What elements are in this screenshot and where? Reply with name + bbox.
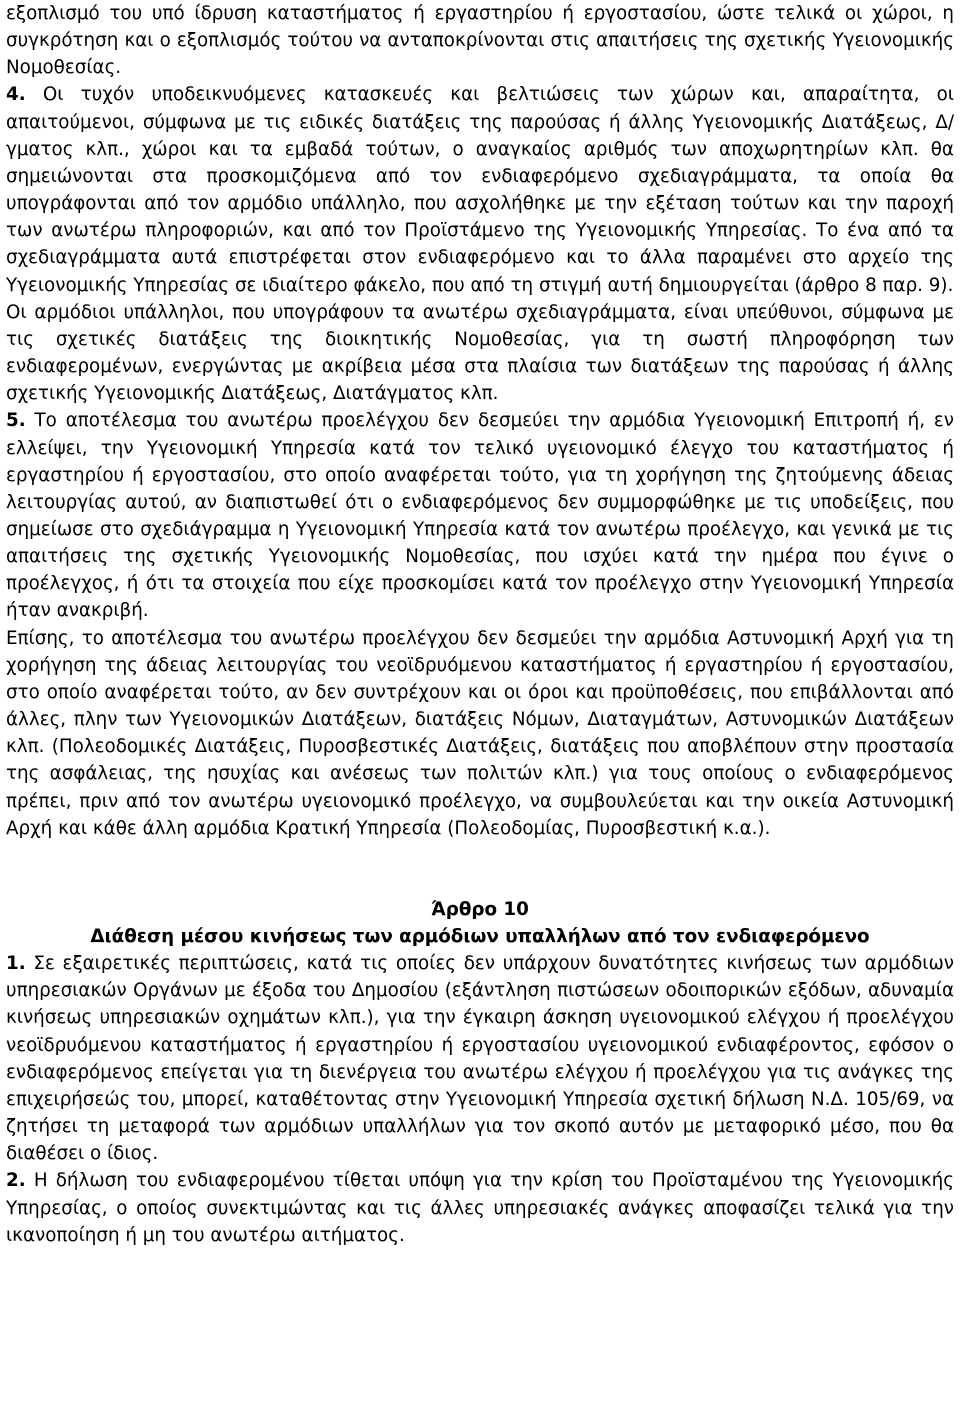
paragraph-text: Οι αρμόδιοι υπάλληλοι, που υπογράφουν τα ανωτέρω σχεδιαγράμματα, είναι υπεύθυνοι, σύμφωνα με τις σχετικές διατάξεις της διοικητικής Νομοθεσίας, για τη σωστή πληροφόρηση των ενδιαφερομένων, ενεργώντας με ακρίβεια μέσα στα πλαίσια των διατάξεων της παρούσας ή άλλης σχετικής Υγειονομικής Διατάξεως, Διατάγματος κλπ. — [6, 301, 954, 405]
paragraph-number: 2. — [6, 1170, 26, 1192]
paragraph-5 — [6, 407, 954, 624]
paragraph-text: Η δήλωση του ενδιαφερομένου τίθεται υπόψη για την κρίση του Προϊσταμένου της Υγειονομικής Υπηρεσίας, ο οποίος συνεκτιμώντας και τις άλλες υπηρεσιακές ανάγκες αποφασίζει τελικά για την ικανοποίηση ή μη του ανωτέρω αιτήματος. — [6, 1170, 954, 1246]
document-page — [6, 0, 954, 1249]
article10-paragraph-2 — [6, 1167, 954, 1248]
paragraph-text: εξοπλισμό του υπό ίδρυση καταστήματος ή εργαστηρίου ή εργοστασίου, ώστε τελικά οι χώροι, η συγκρότηση και ο εξοπλισμός τούτου να ανταποκρίνονται στις απαιτήσεις της σχετικής Υγειονομικής Νομοθεσίας. — [6, 3, 954, 79]
paragraph-text: Οι τυχόν υποδεικνυόμενες κατασκευές και βελτιώσεις των χώρων και, απαραίτητα, οι απαιτούμενοι, σύμφωνα με τις ειδικές διατάξεις της παρούσας ή άλλης Υγειονομικής Διατάξεως, Δ/γματος κλπ., χώροι και τα εμβαδά τούτων, ο αναγκαίος αριθμός των αποχωρητηρίων κλπ. θα σημειώνονται στα προσκομιζόμενα από τον ενδιαφερόμενο σχεδιαγράμματα, τα οποία θα υπογράφονται από τον αρμόδιο υπάλληλο, που ασχολήθηκε με την εξέταση τούτων και την παροχή των ανωτέρω πληροφοριών, και από τον Προϊστάμενο της Υγειονομικής Υπηρεσίας. Το ένα από τα σχεδιαγράμματα αυτά επιστρέφεται στον ενδιαφερόμενο και το άλλα παραμένει στο αρχείο της Υγειονομικής Υπηρεσίας σε ιδιαίτερο φάκελο, που από τη στιγμή αυτή δημιουργείται (άρθρο 8 παρ. 9). — [6, 84, 954, 296]
article-title: Άρθρο 10 — [431, 898, 529, 920]
paragraph-number: 5. — [6, 410, 26, 432]
paragraph-text: Σε εξαιρετικές περιπτώσεις, κατά τις οποίες δεν υπάρχουν δυνατότητες κινήσεως των αρμόδιων υπηρεσιακών Οργάνων με έξοδα του Δημοσίου (εξάντληση πιστώσεων οδοιπορικών εξόδων, αδυναμία κινήσεως υπηρεσιακών οχημάτων κλπ.), για την έγκαιρη άσκηση υγειονομικού ελέγχου ή προελέγχου νεοϊδρυόμενου καταστήματος ή εργαστηρίου ή εργοστασίου υγειονομικού ενδιαφέροντος, εφόσον ο ενδιαφερόμενος επείγεται για τη διενέργεια του ανωτέρω ελέγχου ή προελέγχου για τις ανάγκες της επιχειρήσεώς του, μπορεί, καταθέτοντας στην Υγειονομική Υπηρεσία σχετική δήλωση Ν.Δ. 105/69, να ζητήσει τη μεταφορά των αρμόδιων υπαλλήλων για τον σκοπό αυτόν με μεταφορικό μέσο, που θα διαθέσει ο ίδιος. — [6, 953, 954, 1165]
paragraph-responsible-officials — [6, 299, 954, 408]
paragraph-police-authority — [6, 625, 954, 842]
section-spacer — [6, 842, 954, 896]
article10-paragraph-1 — [6, 950, 954, 1167]
paragraph-4 — [6, 81, 954, 298]
paragraph-number: 4. — [6, 84, 26, 106]
paragraph-equipment-continuation — [6, 0, 954, 81]
paragraph-text: Επίσης, το αποτέλεσμα του ανωτέρω προελέγχου δεν δεσμεύει την αρμόδια Αστυνομική Αρχή για τη χορήγηση της άδειας λειτουργίας του νεοϊδρυόμενου καταστήματος ή εργαστηρίου ή εργοστασίου, στο οποίο αναφέρεται τούτο, αν δεν συντρέχουν και οι όροι και προϋποθέσεις, που επιβάλλονται από άλλες, πλην των Υγειονομικών Διατάξεων, διατάξεις Νόμων, Διαταγμάτων, Αστυνομικών Διατάξεων κλπ. (Πολεοδομικές Διατάξεις, Πυροσβεστικές Διατάξεις, διατάξεις που αποβλέπουν στην προστασία της ασφάλειας, της ησυχίας και ανέσεως των πολιτών κλπ.) για τους οποίους ο ενδιαφερόμενος πρέπει, πριν από τον ανωτέρω υγειονομικό προέλεγχο, να συμβουλεύεται και την οικεία Αστυνομική Αρχή και κάθε άλλη αρμόδια Κρατική Υπηρεσία (Πολεοδομίας, Πυροσβεστική κ.α.). — [6, 627, 954, 839]
paragraph-number: 1. — [6, 953, 26, 975]
paragraph-text: Το αποτέλεσμα του ανωτέρω προελέγχου δεν δεσμεύει την αρμόδια Υγειονομική Επιτροπή ή, εν ελλείψει, την Υγειονομική Υπηρεσία κατά τον τελικό υγειονομικό έλεγχο του καταστήματος ή εργαστηρίου ή εργοστασίου, στο οποίο αναφέρεται τούτο, για τη χορήγηση της ζητούμενης άδειας λειτουργίας αυτού, αν διαπιστωθεί ότι ο ενδιαφερόμενος δεν συμμορφώθηκε με τις υποδείξεις, που σημείωσε στο σχεδιάγραμμα η Υγειονομική Υπηρεσία κατά τον ανωτέρω προέλεγχο, και γενικά με τις απαιτήσεις της σχετικής Υγειονομικής Νομοθεσίας, που ισχύει κατά την ημέρα που έγινε ο προέλεγχος, ή ότι τα στοιχεία που είχε προσκομίσει κατά τον προέλεγχο στην Υγειονομική Υπηρεσία ήταν ανακριβή. — [6, 410, 954, 622]
article-subtitle: Διάθεση μέσου κινήσεως των αρμόδιων υπαλλήλων από τον ενδιαφερόμενο — [90, 926, 870, 947]
